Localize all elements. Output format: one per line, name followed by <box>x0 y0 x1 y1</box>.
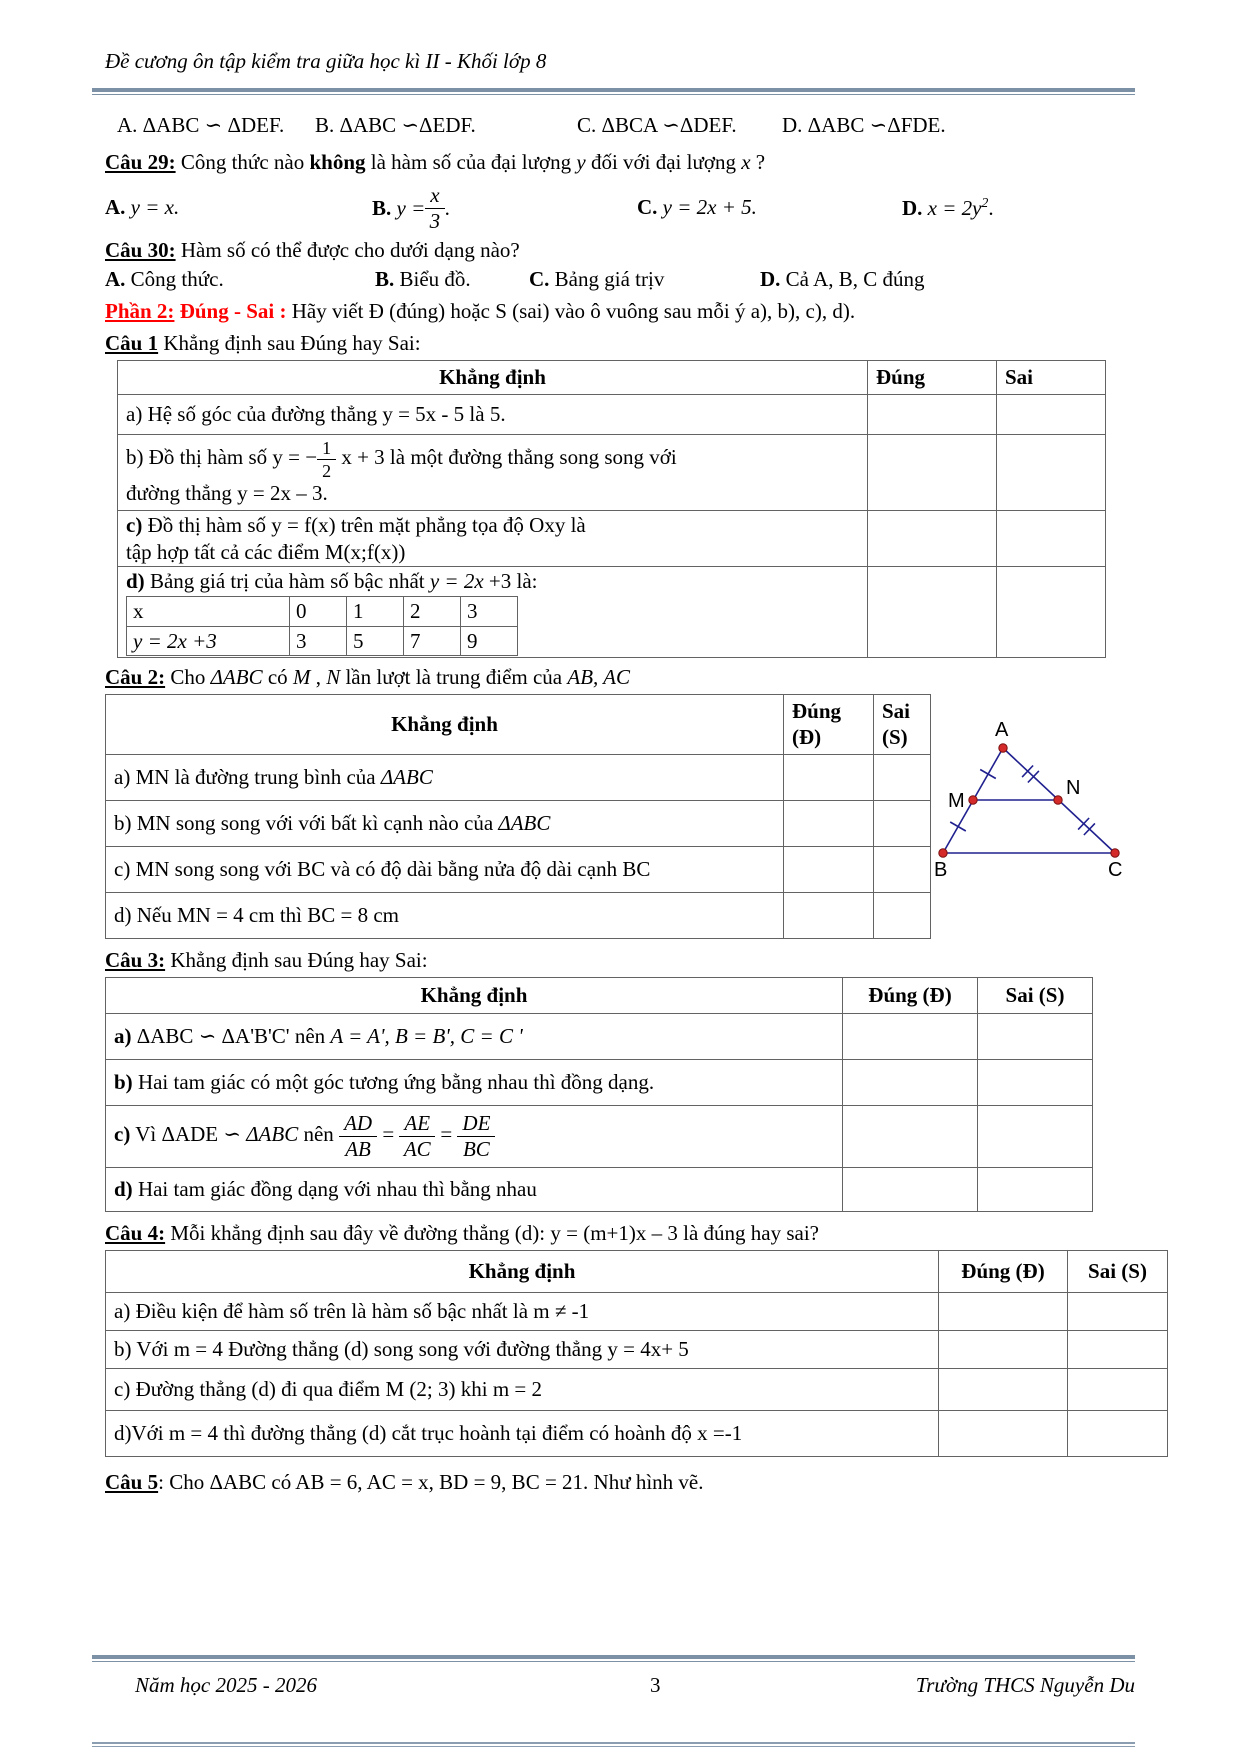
cau3-row-b-label: b) <box>114 1070 133 1095</box>
part2-label-2: Đúng - Sai : <box>174 299 287 323</box>
cau4-row-d <box>106 1410 1168 1456</box>
cau2-row-a <box>106 754 931 800</box>
cau3-row-d-text: Hai tam giác đồng dạng với nhau thì bằng nhau <box>132 1177 537 1202</box>
cau4-row-a-statement: a) Điều kiện để hàm số trên là hàm số bậc nhất là m ≠ -1 <box>106 1292 939 1330</box>
cau3-row-c-label: c) <box>114 1122 131 1147</box>
value-y-3: 9 <box>461 626 518 655</box>
part2-label: Phần 2: <box>105 299 175 323</box>
q30-text: Hàm số có thể được cho dưới dạng nào? <box>175 238 520 262</box>
q28-option-b: B. ΔABC ∽ΔEDF. <box>315 113 476 137</box>
cau4-row-d-true-cell[interactable] <box>939 1410 1068 1456</box>
cau1-row-d-false-cell[interactable] <box>997 567 1106 658</box>
cau2-row-a-statement <box>106 754 784 800</box>
cau4-row-d-statement: d)Với m = 4 thì đường thẳng (d) cắt trục hoành tại điểm có hoành độ x =-1 <box>106 1410 939 1456</box>
q28-option-c: C. ΔBCA ∽ΔDEF. <box>577 113 737 137</box>
cau3-row-a-math: A = A', B = B', C = C ' <box>330 1024 523 1049</box>
cau3-row-a-true-cell[interactable] <box>843 1013 978 1059</box>
cau1-row-d-math: y = 2x <box>429 569 484 593</box>
q28-options-line <box>105 112 1185 142</box>
q29-option-d-label: D. <box>902 196 923 220</box>
cau1-row-c-line1 <box>126 512 859 538</box>
cau3-row-a-false-cell[interactable] <box>978 1013 1093 1059</box>
cau1-row-d <box>118 567 1106 658</box>
cau1-row-a <box>118 395 1106 435</box>
cau3-row-a-label: a) <box>114 1024 132 1049</box>
cau2-header-false-line1: Sai <box>882 699 911 723</box>
q29-option-b-pre: y = <box>396 195 426 220</box>
cau1-row-d-label: d) <box>126 569 145 593</box>
cau1-row-a-statement: a) Hệ số góc của đường thẳng y = 5x - 5 là 5. <box>118 395 868 435</box>
cau1-row-d-text2: +3 là: <box>483 569 538 593</box>
cau3-fraction-3 <box>457 1112 495 1160</box>
q29-option-b-post: . <box>444 195 450 220</box>
cau3-row-b-statement <box>106 1059 843 1105</box>
cau3-row-c-text2: nên <box>298 1122 340 1147</box>
label-c: C <box>1108 859 1123 881</box>
q28-option-d: D. ΔABC ∽ΔFDE. <box>782 113 946 137</box>
header-rule <box>92 88 1135 95</box>
point-a <box>999 744 1007 752</box>
cau2-row-b-text: b) MN song song với với bất kì cạnh nào của <box>114 811 499 836</box>
cau1-header-row <box>118 361 1106 395</box>
cau4-title-text: Mỗi khẳng định sau đây về đường thẳng (d): y = (m+1)x – 3 là đúng hay sai? <box>165 1220 819 1245</box>
cau3-row-c-math2: ΔABC <box>246 1122 299 1147</box>
cau1-row-b <box>118 435 1106 511</box>
cau1-row-b-fraction <box>317 438 336 480</box>
cau3-header-true: Đúng (Đ) <box>843 977 978 1013</box>
cau2-header-false-line2: (S) <box>882 725 908 750</box>
cau4-row-c-statement: c) Đường thẳng (d) đi qua điểm M (2; 3) khi m = 2 <box>106 1368 939 1410</box>
cau2-math-2: M <box>292 664 311 689</box>
q29-text-2: là hàm số của đại lượng <box>365 150 577 174</box>
cau1-header-true: Đúng <box>868 361 997 395</box>
cau4-header-row <box>106 1250 1168 1292</box>
cau3-label: Câu 3: <box>105 947 166 972</box>
similar-symbol: ∽ <box>218 1122 247 1147</box>
cau3-row-b-text: Hai tam giác có một góc tương ứng bằng nhau thì đồng dạng. <box>132 1070 655 1095</box>
q29-option-b-label: B. <box>372 195 392 220</box>
q29-option-d-post: . <box>988 196 994 220</box>
q30-label: Câu 30: <box>105 238 176 262</box>
cau3-row-a-text1: ΔABC <box>131 1024 199 1049</box>
cau2-row-c <box>106 846 931 892</box>
cau3-header-statement: Khẳng định <box>106 977 843 1013</box>
cau3-header-row <box>106 977 1093 1013</box>
fraction-denominator: 3 <box>429 209 441 233</box>
point-b <box>939 849 947 857</box>
q28-option-a: A. ΔABC ∽ ΔDEF. <box>117 113 285 137</box>
fraction-numerator: x <box>425 184 444 209</box>
q30-option-a-value: Công thức. <box>125 267 224 291</box>
cau3-row-b-false-cell[interactable] <box>978 1059 1093 1105</box>
cau3-title-text: Khẳng định sau Đúng hay Sai: <box>165 947 428 972</box>
cau2-header-statement: Khẳng định <box>106 694 784 754</box>
q30-question <box>105 237 1185 266</box>
q29-text-4: ? <box>750 150 766 174</box>
cau1-row-b-true-cell[interactable] <box>868 435 997 511</box>
cau1-row-b-pre: b) Đồ thị hàm số y = − <box>126 445 318 470</box>
point-c <box>1111 849 1119 857</box>
value-y-label: y = 2x +3 <box>127 626 290 655</box>
footer-bottom-rule <box>92 1742 1135 1747</box>
cau2-math-1: ΔABC <box>210 664 263 689</box>
footer-school-year: Năm học 2025 - 2026 <box>135 1673 317 1697</box>
value-x-1: 1 <box>347 597 404 626</box>
cau3-row-d-true-cell[interactable] <box>843 1167 978 1211</box>
cau4-row-b-true-cell[interactable] <box>939 1330 1068 1368</box>
cau3-row-c-false-cell[interactable] <box>978 1105 1093 1167</box>
value-y-2: 7 <box>404 626 461 655</box>
fraction-numerator: AD <box>339 1112 377 1137</box>
cau3-row-c-statement <box>106 1105 843 1167</box>
q30-option-d <box>760 266 925 292</box>
cau2-title <box>105 664 1185 694</box>
cau4-row-b-statement: b) Với m = 4 Đường thẳng (d) song song với đường thẳng y = 4x+ 5 <box>106 1330 939 1368</box>
cau1-header-statement: Khẳng định <box>118 361 868 395</box>
cau2-header-row <box>106 694 931 754</box>
cau2-text-2: có <box>262 664 293 689</box>
q30-option-a <box>105 266 224 292</box>
value-y-1: 5 <box>347 626 404 655</box>
cau2-row-d-statement: d) Nếu MN = 4 cm thì BC = 8 cm <box>106 892 784 938</box>
cau2-row-b-statement <box>106 800 784 846</box>
cau4-header-false: Sai (S) <box>1068 1250 1168 1292</box>
cau4-row-d-false-cell[interactable] <box>1068 1410 1168 1456</box>
cau1-row-a-true-cell[interactable] <box>868 395 997 435</box>
cau1-row-c-true-cell[interactable] <box>868 511 997 567</box>
cau4-table <box>105 1250 1168 1457</box>
footer-page-number: 3 <box>650 1673 661 1697</box>
tick-mb <box>950 822 966 831</box>
cau1-row-b-line2: đường thẳng y = 2x – 3. <box>126 481 328 506</box>
q29-text-1: Công thức nào <box>175 150 310 174</box>
q29-option-d-exponent: 2 <box>981 195 989 210</box>
label-m: M <box>948 790 965 812</box>
cau3-fraction-1 <box>339 1112 377 1160</box>
footer-rule <box>92 1655 1135 1662</box>
cau1-table <box>117 360 1106 658</box>
fraction-numerator: 1 <box>317 438 336 460</box>
cau4-row-c-true-cell[interactable] <box>939 1368 1068 1410</box>
q29-option-c-label: C. <box>637 195 658 219</box>
cau3-fraction-2 <box>399 1112 435 1160</box>
cau3-row-d-label: d) <box>114 1177 133 1202</box>
cau2-row-c-true-cell[interactable] <box>784 846 874 892</box>
cau3-row-c-math1: ΔADE <box>161 1122 219 1147</box>
fraction-numerator: AE <box>399 1112 435 1137</box>
label-b: B <box>934 859 948 881</box>
cau2-math-3: N <box>326 664 341 689</box>
cau2-header-true-line2: (Đ) <box>792 725 822 750</box>
cau1-row-b-false-cell[interactable] <box>997 435 1106 511</box>
page-header-title: Đề cương ôn tập kiểm tra giữa học kì II - Khối lớp 8 <box>105 49 547 73</box>
value-x-2: 2 <box>404 597 461 626</box>
cau3-row-b <box>106 1059 1093 1105</box>
cau4-row-a <box>106 1292 1168 1330</box>
cau1-row-c-label: c) <box>126 513 143 538</box>
cau1-row-d-text1: Bảng giá trị của hàm số bậc nhất <box>144 569 430 593</box>
cau4-row-a-true-cell[interactable] <box>939 1292 1068 1330</box>
cau2-text-1: Cho <box>165 664 211 689</box>
cau1-row-c <box>118 511 1106 567</box>
cau4-header-true: Đúng (Đ) <box>939 1250 1068 1292</box>
q30-option-c-label: C. <box>529 267 550 291</box>
q30-option-d-label: D. <box>760 267 781 291</box>
cau2-text-3: , <box>310 664 327 689</box>
q29-option-a-value: y = x. <box>130 195 180 219</box>
value-x-label: x <box>127 597 290 626</box>
cau3-row-a-statement <box>106 1013 843 1059</box>
q29-option-b <box>372 179 450 237</box>
q29-option-a-label: A. <box>105 195 126 219</box>
cau5-text: : Cho ΔABC có AB = 6, AC = x, BD = 9, BC = 21. Như hình vẽ. <box>158 1469 704 1494</box>
q30-option-a-label: A. <box>105 267 126 291</box>
cau3-row-a-text2: ΔA'B'C' nên <box>216 1024 331 1049</box>
cau2-label: Câu 2: <box>105 664 166 689</box>
part2-heading <box>105 298 1185 327</box>
cau2-row-b-true-cell[interactable] <box>784 800 874 846</box>
cau3-row-c <box>106 1105 1093 1167</box>
cau1-row-d-true-cell[interactable] <box>868 567 997 658</box>
cau1-title <box>105 330 1185 360</box>
cau1-row-b-post: x + 3 là một đường thẳng song song với <box>336 445 677 470</box>
cau1-row-c-text1: Đồ thị hàm số y = f(x) trên mặt phẳng tọa độ Oxy là <box>142 513 586 538</box>
cau3-row-a <box>106 1013 1093 1059</box>
point-n <box>1054 796 1062 804</box>
tick-am <box>980 770 996 779</box>
point-m <box>969 796 977 804</box>
q29-option-a <box>105 194 179 220</box>
q29-option-b-fraction <box>425 184 444 232</box>
cau3-row-d <box>106 1167 1093 1211</box>
cau2-row-d <box>106 892 931 938</box>
q30-option-c-value: Bảng giá trịv <box>549 267 665 291</box>
cau2-text-4: lần lượt là trung điểm của <box>340 664 568 689</box>
cau4-row-c-false-cell[interactable] <box>1068 1368 1168 1410</box>
cau1-header-false: Sai <box>997 361 1106 395</box>
cau1-value-table <box>126 596 518 656</box>
cau1-row-b-line1 <box>126 438 859 480</box>
cau2-header-true-line1: Đúng <box>792 699 842 723</box>
q29-var-x: x <box>741 150 751 174</box>
value-table-y-row <box>127 626 518 655</box>
cau1-label: Câu 1 <box>105 331 159 355</box>
cau1-title-text: Khẳng định sau Đúng hay Sai: <box>158 331 421 355</box>
q30-option-c <box>529 266 664 292</box>
cau2-row-a-math: ΔABC <box>380 765 433 790</box>
q29-option-d-value: x = 2y <box>927 196 982 220</box>
cau4-row-a-false-cell[interactable] <box>1068 1292 1168 1330</box>
similar-symbol: ∽ <box>198 1024 217 1049</box>
cau2-row-d-false-cell[interactable] <box>874 892 931 938</box>
footer-school-name: Trường THCS Nguyễn Du <box>915 1673 1135 1697</box>
cau1-row-b-statement <box>118 435 868 511</box>
value-table-x-row <box>127 597 518 626</box>
cau1-row-d-statement <box>118 567 868 658</box>
cau4-row-c <box>106 1368 1168 1410</box>
cau2-row-c-statement: c) MN song song với BC và có độ dài bằng nửa độ dài cạnh BC <box>106 846 784 892</box>
cau4-label: Câu 4: <box>105 1220 166 1245</box>
fraction-denominator: BC <box>462 1137 490 1162</box>
cau3-table <box>105 977 1093 1212</box>
cau5-label: Câu 5 <box>105 1469 159 1494</box>
label-a: A <box>995 719 1009 741</box>
q30-options-line <box>105 266 1185 295</box>
cau3-row-d-false-cell[interactable] <box>978 1167 1093 1211</box>
cau3-row-c-text1: Vì <box>130 1122 162 1147</box>
q29-label: Câu 29: <box>105 150 176 174</box>
cau2-row-d-true-cell[interactable] <box>784 892 874 938</box>
q29-option-d <box>902 194 994 221</box>
cau1-row-c-false-cell[interactable] <box>997 511 1106 567</box>
q29-question <box>105 149 1185 179</box>
cau3-title <box>105 947 1185 977</box>
fraction-numerator: DE <box>457 1112 495 1137</box>
value-x-3: 3 <box>461 597 518 626</box>
cau3-row-b-true-cell[interactable] <box>843 1059 978 1105</box>
cau2-row-b <box>106 800 931 846</box>
q30-option-b-value: Biểu đồ. <box>394 267 471 291</box>
q29-var-y: y <box>576 150 586 174</box>
value-x-0: 0 <box>290 597 347 626</box>
cau2-header-true <box>784 694 874 754</box>
triangle-figure <box>918 706 1150 898</box>
cau2-math-4: AB, AC <box>567 664 631 689</box>
q29-text-3: đối với đại lượng <box>585 150 742 174</box>
cau2-row-a-text: a) MN là đường trung bình của <box>114 765 381 790</box>
cau4-header-statement: Khẳng định <box>106 1250 939 1292</box>
cau2-row-a-true-cell[interactable] <box>784 754 874 800</box>
q29-option-c-value: y = 2x + 5. <box>662 195 757 219</box>
part2-instruction: Hãy viết Đ (đúng) hoặc S (sai) vào ô vuông sau mỗi ý a), b), c), d). <box>286 299 856 323</box>
q30-option-d-value: Cả A, B, C đúng <box>780 267 925 291</box>
cau1-row-c-statement <box>118 511 868 567</box>
equals-sign: = <box>382 1122 395 1147</box>
fraction-denominator: AB <box>345 1137 371 1162</box>
cau4-row-b-false-cell[interactable] <box>1068 1330 1168 1368</box>
cau2-row-b-math: ΔABC <box>498 811 551 836</box>
q30-option-b-label: B. <box>375 267 395 291</box>
q29-bold-word: không <box>309 150 366 174</box>
cau5-title <box>105 1469 1185 1499</box>
cau3-row-d-statement <box>106 1167 843 1211</box>
q29-option-c <box>637 194 757 220</box>
triangle-svg <box>918 706 1150 898</box>
cau3-header-false: Sai (S) <box>978 977 1093 1013</box>
cau3-row-c-true-cell[interactable] <box>843 1105 978 1167</box>
q29-options-line <box>105 179 1185 237</box>
cau1-row-a-false-cell[interactable] <box>997 395 1106 435</box>
label-n: N <box>1066 777 1081 799</box>
value-y-0: 3 <box>290 626 347 655</box>
fraction-denominator: 2 <box>322 461 332 482</box>
cau4-title <box>105 1220 1185 1250</box>
equals-sign: = <box>440 1122 453 1147</box>
cau1-row-d-text <box>126 568 859 594</box>
cau2-table <box>105 694 931 939</box>
cau4-row-b <box>106 1330 1168 1368</box>
cau1-row-c-line2: tập hợp tất cả các điểm M(x;f(x)) <box>126 539 406 564</box>
q30-option-b <box>375 266 471 292</box>
fraction-denominator: AC <box>403 1137 431 1162</box>
